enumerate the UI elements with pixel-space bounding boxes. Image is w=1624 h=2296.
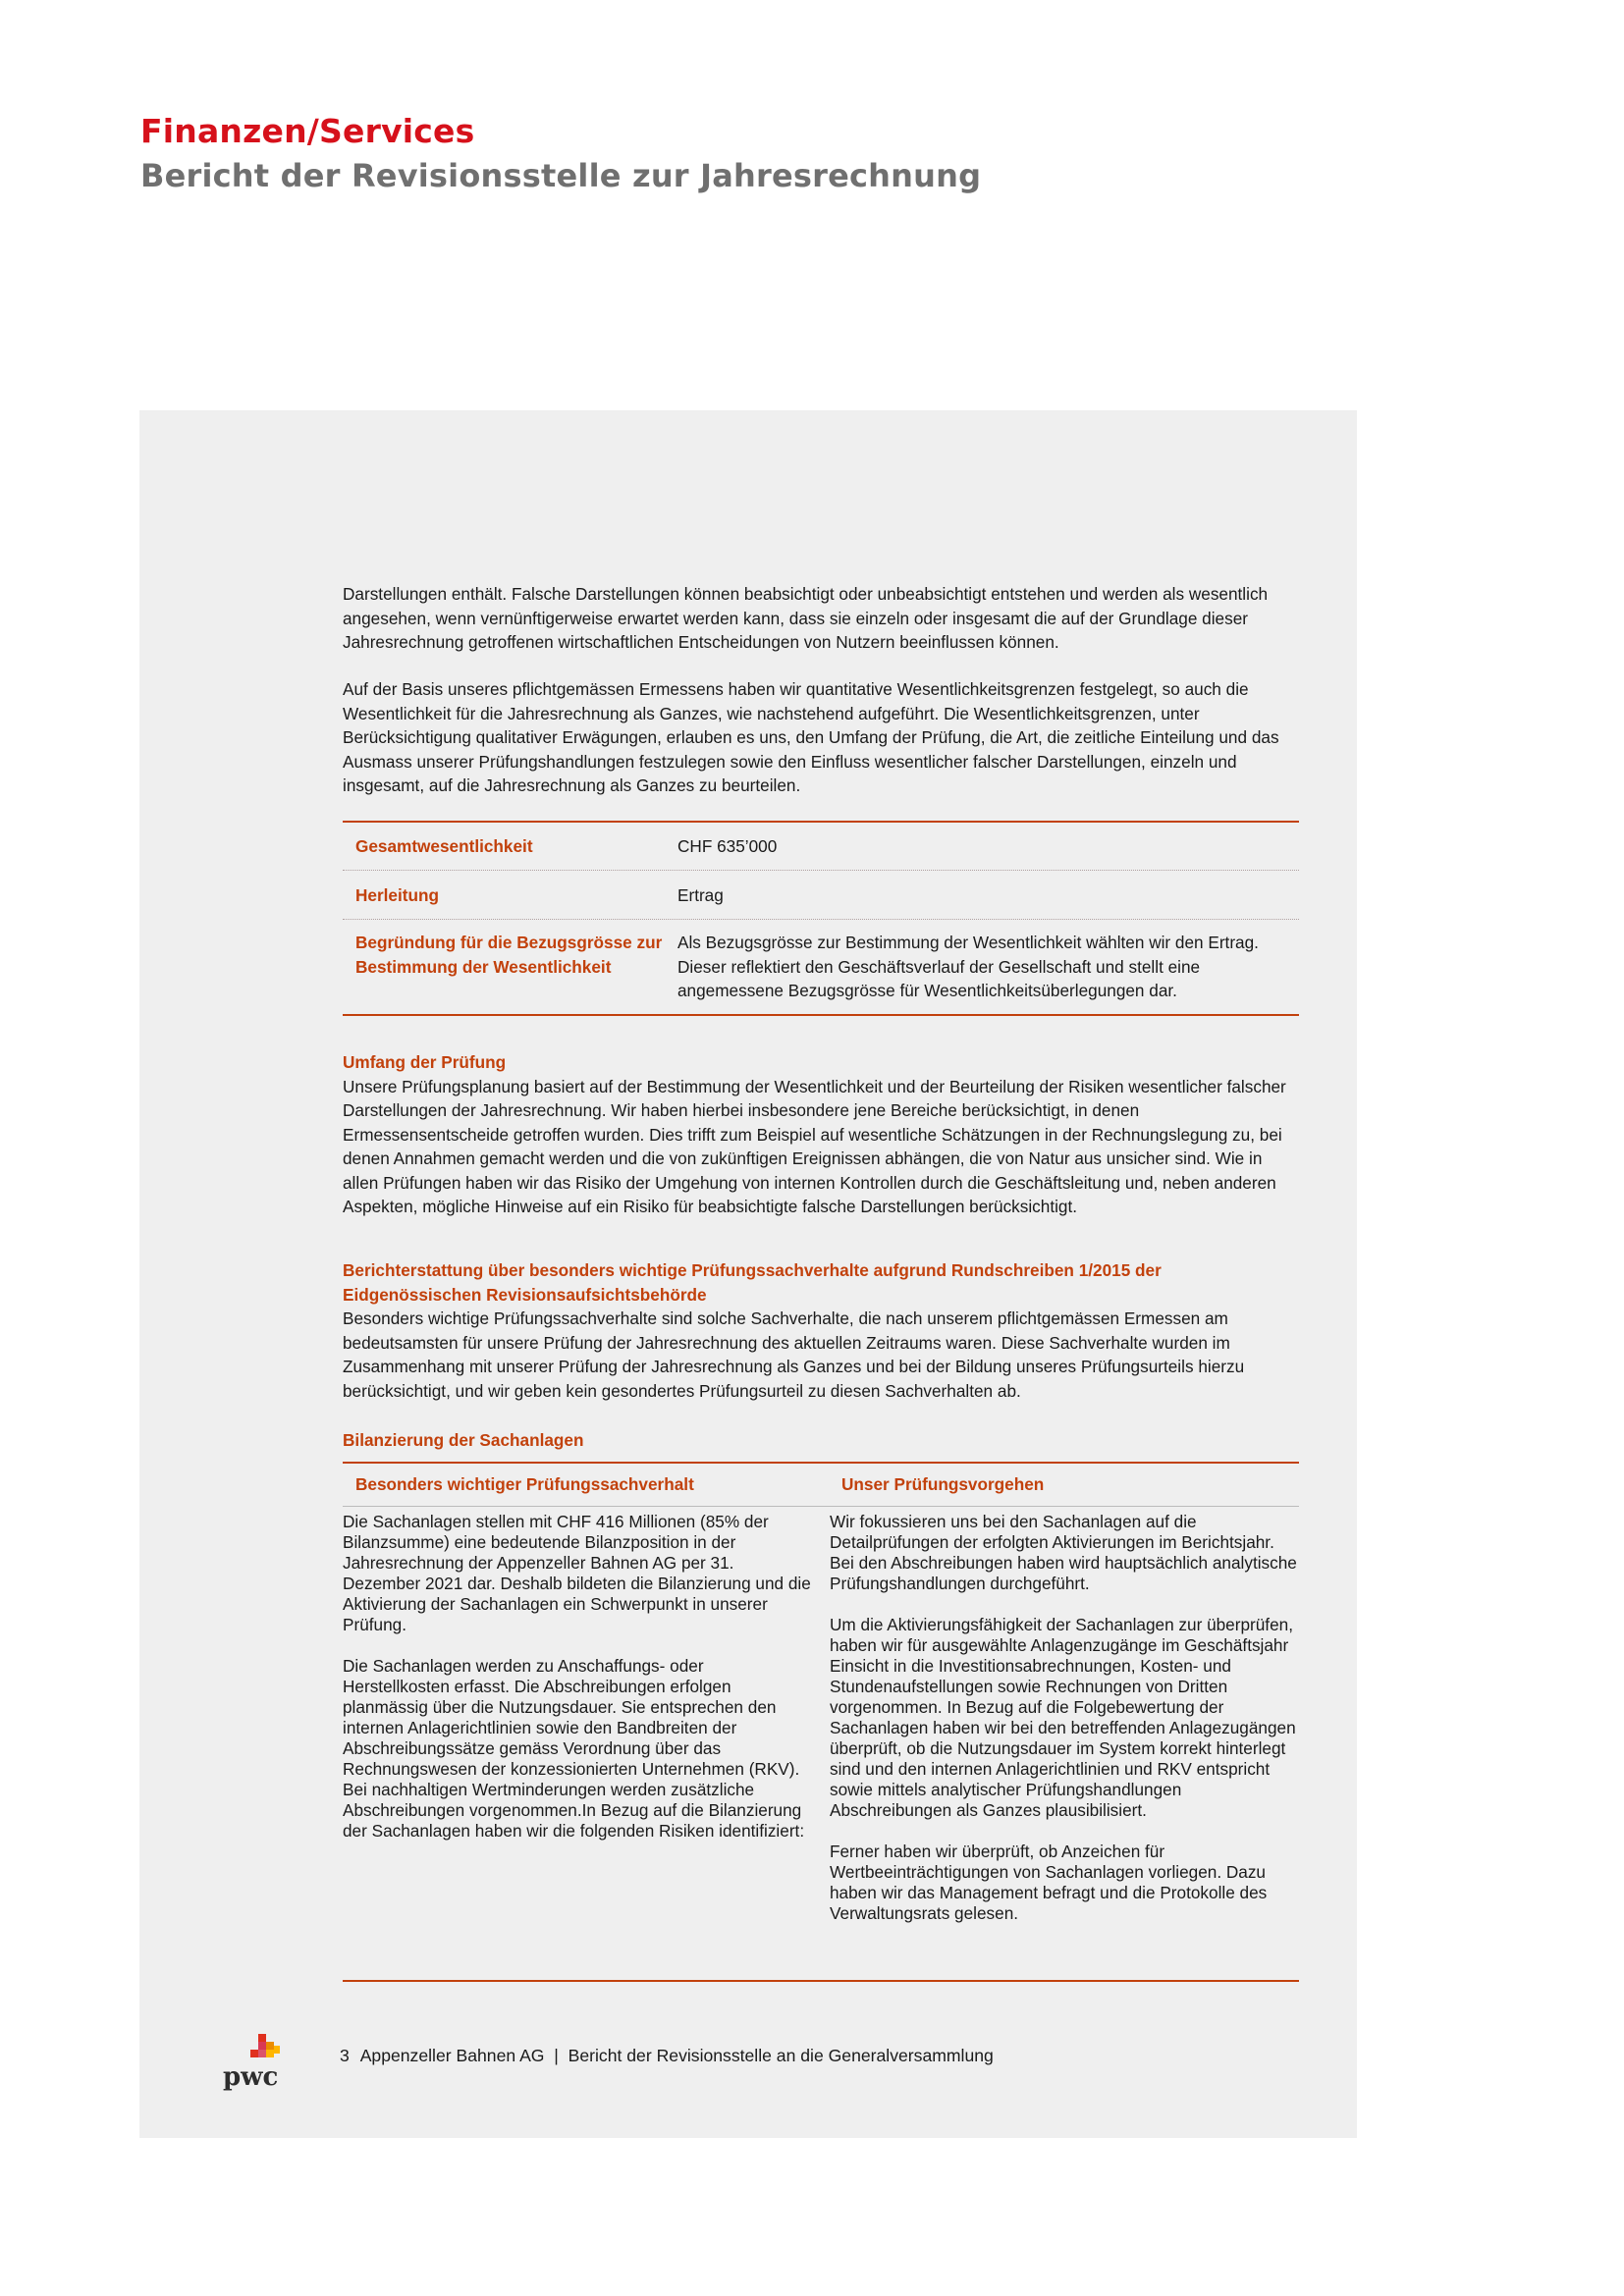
intro-paragraph-2: Auf der Basis unseres pflichtgemässen Ermessens haben wir quantitative Wesentlichkeitsgrenzen festgelegt, so auch die Wesentlichkeit für die Jahresrechnung als Ganzes, wie nachstehend aufgeführt. Die Wesentlichkeitsgrenzen, unter Berücksichtigung qualitativer Erwägungen, erlauben es uns, den Umfang der Prüfung, die Art, die zeitliche Einteilung und das Ausmass unserer Prüfungshandlungen festzulegen sowie den Einfluss wesentlicher falscher Darstellungen, einzeln und insgesamt, auf die Jahresrechnung als Ganzes zu beurteilen. bbox=[343, 679, 1279, 795]
page-subtitle: Bericht der Revisionsstelle zur Jahresrechnung bbox=[140, 157, 982, 194]
col-left bbox=[343, 1512, 812, 1842]
table-row bbox=[343, 920, 1299, 1014]
kam-heading: Berichterstattung über besonders wichtige Prüfungssachverhalte aufgrund Rundschreiben 1/2015 der Eidgenössischen Revisionsaufsichtsbehörde bbox=[343, 1260, 1162, 1305]
kam-header-divider bbox=[343, 1506, 1299, 1507]
footer-text: Appenzeller Bahnen AG | Bericht der Revisionsstelle an die Generalversammlung bbox=[359, 2046, 994, 2065]
row-label: Begründung für die Bezugsgrösse zur Bestimmung der Wesentlichkeit bbox=[355, 933, 663, 977]
intro-section bbox=[343, 582, 1299, 655]
right-paragraph-2: Um die Aktivierungsfähigkeit der Sachanlagen zur überprüfen, haben wir für ausgewählte Anlagenzugänge im Geschäftsjahr Einsicht in die Investitionsabrechnungen, Kosten- und Stundenaufstellungen sowie Rechnungen von Dritten vorgenommen. In Bezug auf die Folgebewertung der Sachanlagen haben wir bei den betreffenden Anlagezugängen überprüft, ob die Nutzungsdauer im System korrekt hinterlegt sind und den internen Anlagerichtlinien und RKV entspricht sowie mittels analytischer Prüfungshandlungen Abschreibungen als Ganzes plausibilisiert. bbox=[830, 1615, 1296, 1820]
row-value: Als Bezugsgrösse zur Bestimmung der Wesentlichkeit wählten wir den Ertrag. Dieser reflektiert den Geschäftsverlauf der Gesellschaft und stellt eine angemessene Bezugsgrösse für Wesentlichkeitsüberlegungen dar. bbox=[677, 933, 1259, 1000]
scope-text: Unsere Prüfungsplanung basiert auf der Bestimmung der Wesentlichkeit und der Beurteilung der Risiken wesentlicher falscher Darstellungen der Jahresrechnung. Wir haben hierbei insbesondere jene Bereiche berücksichtigt, in denen Ermessensentscheide getroffen wurden. Dies trifft zum Beispiel auf wesentliche Schätzungen in der Rechnungslegung zu, bei denen Annahmen gemacht werden und die von zukünftigen Ereignissen abhängen, die von Natur aus unsicher sind. Wie in allen Prüfungen haben wir das Risiko der Umgehung von internen Kontrollen durch die Geschäftsleitung und, neben anderen Aspekten, mögliche Hinweise auf ein Risiko für beabsichtigte falsche Darstellungen berücksichtigt. bbox=[343, 1076, 1286, 1216]
page-number: 3 bbox=[340, 2046, 350, 2065]
pwc-logo bbox=[221, 2032, 290, 2091]
table-row bbox=[343, 823, 1299, 871]
right-paragraph-3: Ferner haben wir überprüft, ob Anzeichen für Wertbeeinträchtigungen von Sachanlagen vorliegen. Dazu haben wir das Management befragt und die Protokolle des Verwaltungsrats gelesen. bbox=[830, 1842, 1268, 1923]
col-right-header: Unser Prüfungsvorgehen bbox=[841, 1474, 1045, 1494]
row-value: Ertrag bbox=[677, 885, 724, 905]
row-label: Herleitung bbox=[355, 885, 439, 905]
kam-table-bottom-rule bbox=[343, 1980, 1299, 1982]
left-paragraph-2: Die Sachanlagen werden zu Anschaffungs- oder Herstellkosten erfasst. Die Abschreibungen erfolgen planmässig über die Nutzungsdauer. Sie entsprechen den internen Anlagerichtlinien sowie den Bandbreiten der Abschreibungssätze gemäss Verordnung über das Rechnungswesen der konzessionierten Unternehmen (RKV). Bei nachhaltigen Wertminderungen werden zusätzliche Abschreibungen vorgenommen.In Bezug auf die Bilanzierung der Sachanlagen haben wir die folgenden Risiken identifiziert: bbox=[343, 1656, 805, 1841]
logo-text: pwc bbox=[223, 2062, 279, 2091]
fixed-assets-heading: Bilanzierung der Sachanlagen bbox=[343, 1430, 584, 1450]
page-title: Finanzen/Services bbox=[140, 112, 475, 150]
right-paragraph-1: Wir fokussieren uns bei den Sachanlagen auf die Detailprüfungen der erfolgten Aktivierungen im Berichtsjahr. Bei den Abschreibungen haben wird hauptsächlich analytische Prüfungshandlungen durchgeführt. bbox=[830, 1512, 1297, 1593]
scope-section bbox=[343, 1050, 1299, 1219]
kam-section bbox=[343, 1258, 1299, 1403]
footer bbox=[340, 2046, 994, 2066]
col-right bbox=[830, 1512, 1299, 1924]
kam-table-top-rule bbox=[343, 1462, 1299, 1464]
col-left-header: Besonders wichtiger Prüfungssachverhalt bbox=[355, 1474, 694, 1494]
intro-paragraph-1: Darstellungen enthält. Falsche Darstellungen können beabsichtigt oder unbeabsichtigt entstehen und werden als wesentlich angesehen, wenn vernünftigerweise erwartet werden kann, dass sie einzeln oder insgesamt die auf der Grundlage dieser Jahresrechnung getroffenen wirtschaftlichen Entscheidungen von Nutzern beeinflussen können. bbox=[343, 584, 1269, 652]
intro-section-2 bbox=[343, 677, 1299, 798]
kam-text: Besonders wichtige Prüfungssachverhalte sind solche Sachverhalte, die nach unserem pflichtgemässen Ermessen am bedeutsamsten für unsere Prüfung der Jahresrechnung des aktuellen Zeitraums waren. Diese Sachverhalte wurden im Zusammenhang mit unserer Prüfung der Jahresrechnung als Ganzes und bei der Bildung unseres Prüfungsurteils hierzu berücksichtigt, und wir geben kein gesondertes Prüfungsurteil zu diesen Sachverhalten ab. bbox=[343, 1308, 1245, 1401]
table-row bbox=[343, 871, 1299, 920]
row-label: Gesamtwesentlichkeit bbox=[355, 836, 533, 856]
row-value: CHF 635’000 bbox=[677, 836, 778, 856]
table-bottom-rule bbox=[343, 1014, 1299, 1016]
scope-heading: Umfang der Prüfung bbox=[343, 1052, 507, 1072]
left-paragraph-1: Die Sachanlagen stellen mit CHF 416 Millionen (85% der Bilanzsumme) eine bedeutende Bilanzposition in der Jahresrechnung der Appenzeller Bahnen AG per 31. Dezember 2021 dar. Deshalb bildeten die Bilanzierung und die Aktivierung der Sachanlagen ein Schwerpunkt in unserer Prüfung. bbox=[343, 1512, 811, 1634]
